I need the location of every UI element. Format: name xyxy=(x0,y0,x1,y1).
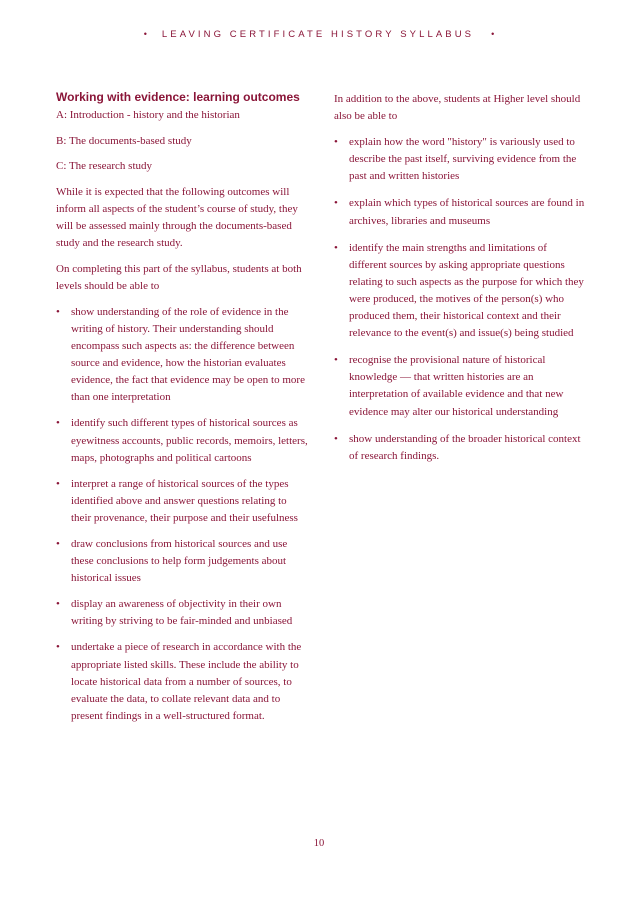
outline-item-b: B: The documents-based study xyxy=(56,134,192,147)
running-header xyxy=(0,29,638,40)
list-item-text: explain which types of historical sources are found in archives, libraries and museums xyxy=(349,197,585,227)
list-item xyxy=(334,352,586,420)
bullet-icon: • xyxy=(334,241,338,254)
list-item-text: identify such different types of historical sources as eyewitness accounts, public records, memoirs, letters, maps, photographs and political cartoons xyxy=(71,417,308,464)
bullet-icon: • xyxy=(56,598,60,611)
bullet-icon: • xyxy=(56,305,60,318)
list-item-text: identify the main strengths and limitations of different sources by asking appropriate questions relating to such aspects as the purpose for which they were produced, the motives of the person(s) who produced them, their historical context and their relevance to the event(s) and issue(s) being studied xyxy=(349,241,584,340)
page-number: 10 xyxy=(313,838,325,849)
list-item xyxy=(56,596,308,630)
list-item xyxy=(334,240,586,343)
bullet-icon: • xyxy=(334,197,338,210)
header-bullet-right: • xyxy=(491,29,495,39)
list-item-text: recognise the provisional nature of historical knowledge — that written histories are an interpretation of available evidence and that new evidence may alter our historical understanding xyxy=(349,354,564,418)
list-item xyxy=(334,134,586,185)
bullet-icon: • xyxy=(334,432,338,445)
bullet-icon: • xyxy=(56,641,60,654)
list-item-text: show understanding of the broader historical context of research findings. xyxy=(349,432,581,462)
list-item xyxy=(56,415,308,466)
bullet-icon: • xyxy=(56,477,60,490)
header-bullet-left: • xyxy=(143,29,147,39)
higher-level-outcome-list xyxy=(334,134,586,465)
assessment-paragraph: While it is expected that the following outcomes will inform all aspects of the student’s course of study, they will be assessed mainly through the documents-based study and the research study. xyxy=(56,185,298,250)
both-levels-outcome-list xyxy=(56,304,308,725)
bullet-icon: • xyxy=(334,136,338,149)
list-item-text: explain how the word "history" is variously used to describe the past itself, surviving evidence from the past and written histories xyxy=(349,136,577,183)
section-heading: Working with evidence: learning outcomes xyxy=(56,90,300,104)
bullet-icon: • xyxy=(56,537,60,550)
list-item xyxy=(56,476,308,527)
list-item xyxy=(334,195,586,229)
list-item xyxy=(56,536,308,587)
list-item-text: undertake a piece of research in accordance with the appropriate listed skills. These include the ability to locate historical data from a number of sources, to evaluate the data, to collate relevant data and to present findings in a well-structured format. xyxy=(71,641,302,722)
outline-item-c: C: The research study xyxy=(56,160,153,173)
list-item-text: show understanding of the role of evidence in the writing of history. Their understanding should encompass such aspects as: the difference between source and evidence, how the historian evaluates evidence, the fact that evidence may be open to more than one interpretation xyxy=(71,305,305,404)
both-levels-intro: On completing this part of the syllabus, students at both levels should be able to xyxy=(56,262,302,292)
bullet-icon: • xyxy=(334,354,338,367)
left-column xyxy=(56,89,308,734)
list-item-text: display an awareness of objectivity in their own writing by striving to be fair-minded and unbiased xyxy=(71,598,293,628)
list-item xyxy=(56,639,308,724)
header-title: LEAVING CERTIFICATE HISTORY SYLLABUS xyxy=(161,29,475,40)
list-item-text: interpret a range of historical sources of the types identified above and answer questions relating to their provenance, their purpose and their usefulness xyxy=(71,477,298,524)
list-item-text: draw conclusions from historical sources and use these conclusions to help form judgements about historical issues xyxy=(71,537,288,585)
higher-level-intro: In addition to the above, students at Higher level should also be able to xyxy=(334,93,581,123)
bullet-icon: • xyxy=(56,417,60,430)
list-item xyxy=(56,304,308,407)
outline-item-a: A: Introduction - history and the historian xyxy=(56,109,240,121)
right-column xyxy=(334,91,586,475)
list-item xyxy=(334,431,586,465)
